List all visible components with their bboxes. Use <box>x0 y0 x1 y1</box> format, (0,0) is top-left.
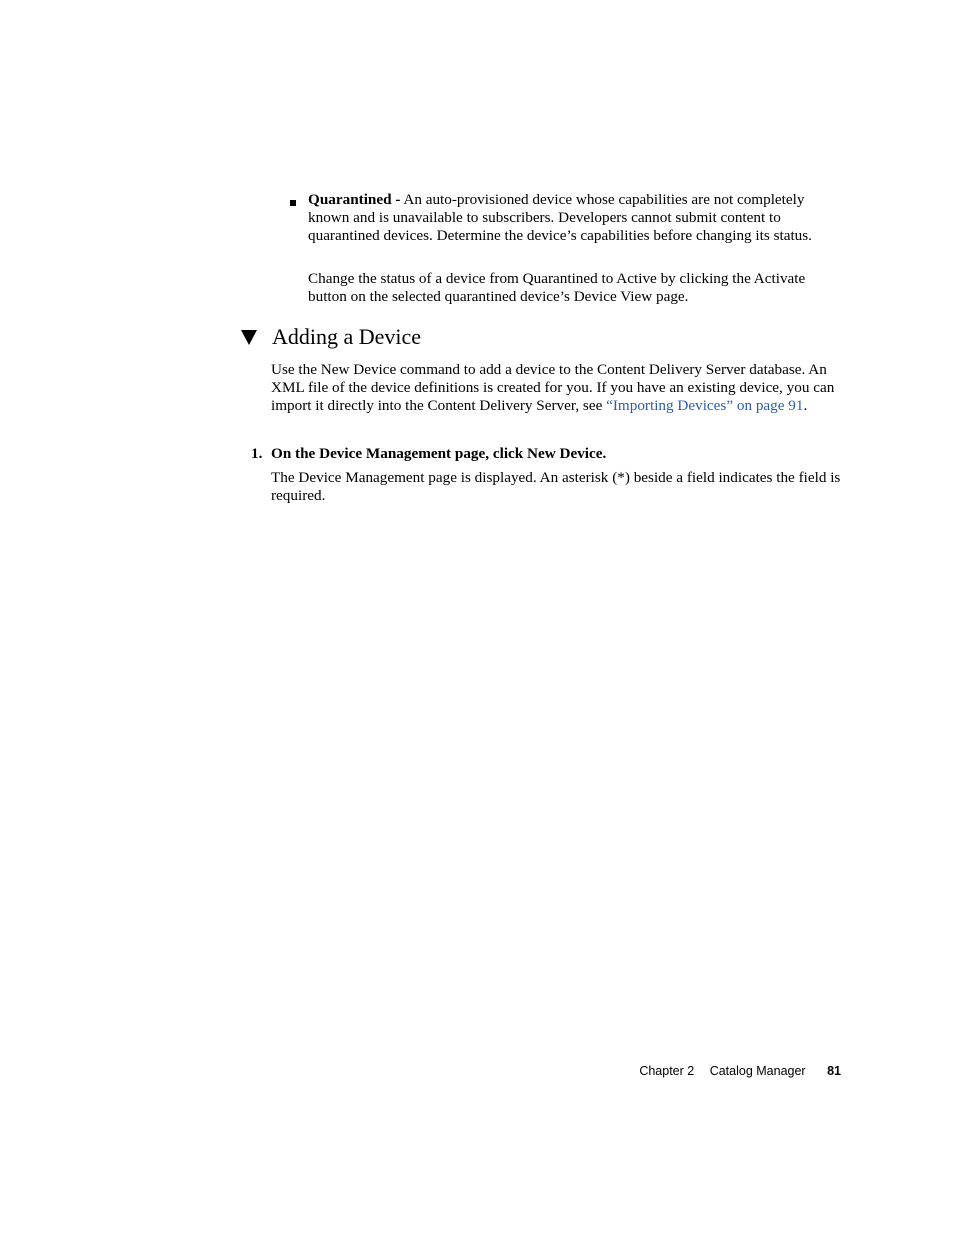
page-footer <box>639 1063 841 1079</box>
intro-end: . <box>803 397 808 414</box>
importing-devices-link[interactable]: “Importing Devices” on page 91 <box>606 397 804 414</box>
section-heading-text: Adding a Device <box>272 324 422 349</box>
section-heading <box>240 322 421 352</box>
bullet-text <box>308 191 843 245</box>
step-instruction: On the Device Management page, click New Device. <box>271 445 607 462</box>
bullet-definition: An auto-provisioned device whose capabilities are not completely known and is unavailable to subscribers. Developers cannot submit content to quarantined devices. Determine the device’s capabilities before changing its status. <box>308 191 812 244</box>
down-triangle-icon <box>241 330 257 345</box>
step-1-result: The Device Management page is displayed. An asterisk (*) beside a field indicates the field is required. <box>271 469 841 504</box>
change-status-paragraph: Change the status of a device from Quarantined to Active by clicking the Activate button on the selected quarantined device’s Device View page. <box>308 270 806 305</box>
square-bullet-icon <box>290 200 296 206</box>
section-intro-paragraph <box>271 361 846 415</box>
intro-text: Use the New Device command to add a device to the Content Delivery Server database. An XML file of the device definitions is created for you. If you have an existing device, you can import it directly into the Content Delivery Server, see <box>271 361 835 414</box>
footer-chapter: Chapter 2 <box>639 1064 695 1078</box>
footer-chapter-title: Catalog Manager <box>709 1064 806 1078</box>
step-1 <box>251 445 846 463</box>
footer-page-number: 81 <box>827 1064 841 1078</box>
step-number: 1. <box>251 445 263 462</box>
bullet-term: Quarantined - <box>308 191 401 208</box>
